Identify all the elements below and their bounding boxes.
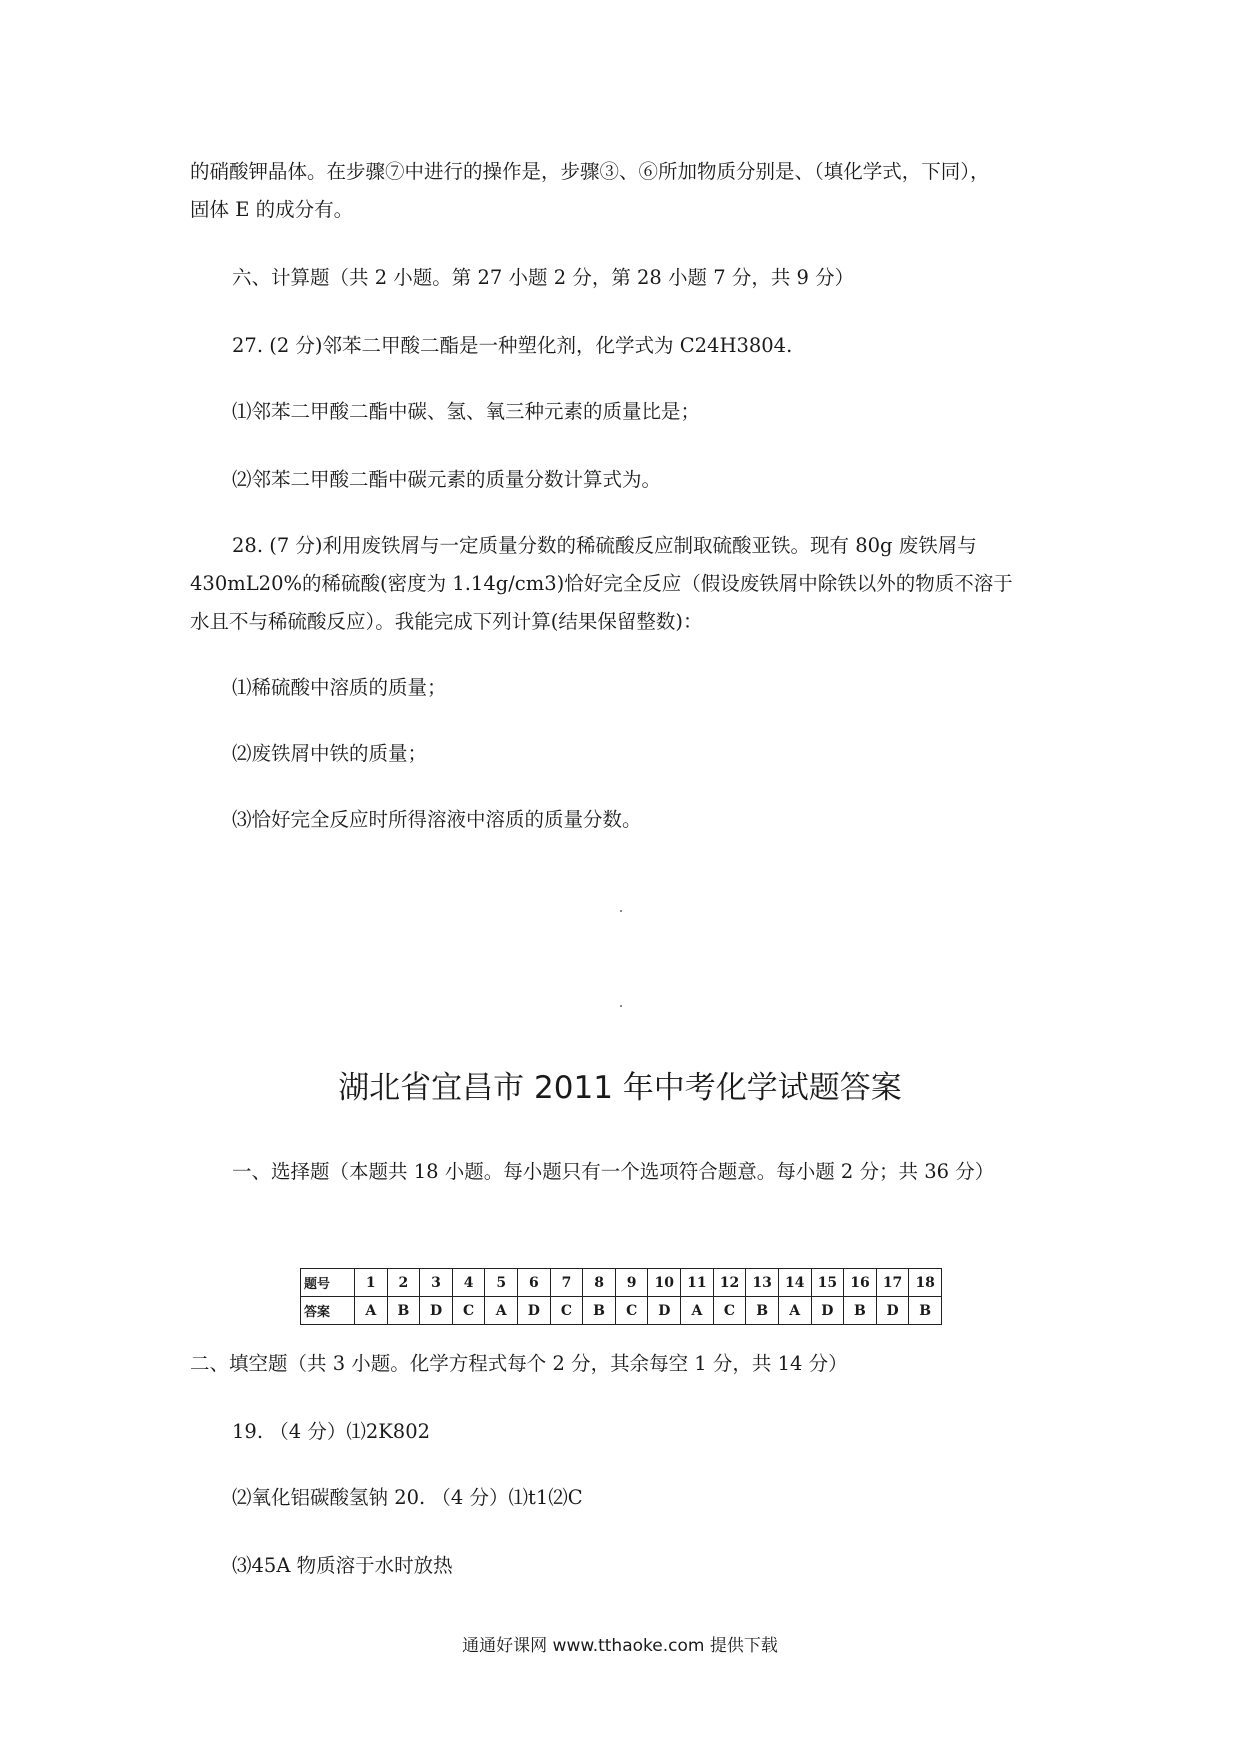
row-label-number: 题号: [301, 1269, 355, 1297]
question-28-part-3: ⑶恰好完全反应时所得溶液中溶质的质量分数。: [232, 808, 642, 831]
answer-cell: B: [746, 1297, 779, 1325]
page-title: 湖北省宜昌市 2011 年中考化学试题答案: [338, 1070, 902, 1106]
question-number-cell: 17: [876, 1269, 909, 1297]
question-28-line-2: 430mL20%的稀硫酸(密度为 1.14g/cm3)恰好完全反应（假设废铁屑中除铁以外的物质不溶于: [190, 572, 1013, 595]
answer-19-part-2: ⑵氧化铝碳酸氢钠 20. （4 分）⑴t1⑵C: [232, 1486, 583, 1509]
section-heading-choice: 一、选择题（本题共 18 小题。每小题只有一个选项符合题意。每小题 2 分；共 36 分）: [232, 1160, 995, 1183]
question-27: 27. (2 分)邻苯二甲酸二酯是一种塑化剂，化学式为 C24H3804.: [232, 334, 793, 357]
answer-cell: A: [355, 1297, 388, 1325]
question-number-cell: 14: [778, 1269, 811, 1297]
question-number-cell: 18: [909, 1269, 942, 1297]
answer-cell: D: [420, 1297, 453, 1325]
answer-cell: B: [844, 1297, 877, 1325]
question-number-cell: 16: [844, 1269, 877, 1297]
answer-cell: C: [615, 1297, 648, 1325]
answer-19: 19. （4 分）⑴2K802: [232, 1420, 431, 1443]
question-number-cell: 8: [583, 1269, 616, 1297]
speck-mark: [620, 910, 622, 912]
question-number-cell: 5: [485, 1269, 518, 1297]
question-number-cell: 11: [681, 1269, 714, 1297]
question-number-cell: 10: [648, 1269, 681, 1297]
question-27-part-2: ⑵邻苯二甲酸二酯中碳元素的质量分数计算式为。: [232, 468, 662, 491]
question-number-cell: 9: [615, 1269, 648, 1297]
question-number-cell: 3: [420, 1269, 453, 1297]
question-27-part-1: ⑴邻苯二甲酸二酯中碳、氢、氧三种元素的质量比是；: [232, 400, 701, 423]
question-number-cell: 12: [713, 1269, 746, 1297]
question-28-part-2: ⑵废铁屑中铁的质量；: [232, 742, 428, 765]
paragraph-line-2: 固体 E 的成分有。: [190, 198, 354, 221]
answer-cell: D: [876, 1297, 909, 1325]
answer-cell: A: [778, 1297, 811, 1325]
answer-19-part-3: ⑶45A 物质溶于水时放热: [232, 1554, 453, 1577]
question-28-line-3: 水且不与稀硫酸反应）。我能完成下列计算(结果保留整数)：: [190, 610, 703, 633]
answer-cell: A: [485, 1297, 518, 1325]
answer-table: [300, 1268, 942, 1325]
question-number-cell: 6: [518, 1269, 551, 1297]
question-number-cell: 1: [355, 1269, 388, 1297]
question-number-cell: 15: [811, 1269, 844, 1297]
question-number-cell: 4: [452, 1269, 485, 1297]
answer-cell: C: [713, 1297, 746, 1325]
answer-cell: B: [583, 1297, 616, 1325]
question-number-cell: 7: [550, 1269, 583, 1297]
answer-cell: A: [681, 1297, 714, 1325]
question-number-cell: 2: [387, 1269, 420, 1297]
answer-cell: C: [452, 1297, 485, 1325]
paragraph-line-1: 的硝酸钾晶体。在步骤⑦中进行的操作是，步骤③、⑥所加物质分别是、（填化学式，下同），: [190, 160, 990, 183]
section-heading-fill-blank: 二、填空题（共 3 小题。化学方程式每个 2 分，其余每空 1 分，共 14 分）: [190, 1352, 848, 1375]
answer-table-answer-row: [301, 1297, 942, 1325]
question-28-part-1: ⑴稀硫酸中溶质的质量；: [232, 676, 447, 699]
answer-cell: B: [909, 1297, 942, 1325]
answer-table-number-row: [301, 1269, 942, 1297]
question-28-line-1: 28. (7 分)利用废铁屑与一定质量分数的稀硫酸反应制取硫酸亚铁。现有 80g 废铁屑与: [232, 534, 977, 557]
section-heading-calculation: 六、计算题（共 2 小题。第 27 小题 2 分，第 28 小题 7 分，共 9 分）: [232, 266, 855, 289]
answer-cell: D: [648, 1297, 681, 1325]
row-label-answer: 答案: [301, 1297, 355, 1325]
footer-credit: 通通好课网 www.tthaoke.com 提供下载: [462, 1636, 778, 1656]
answer-cell: B: [387, 1297, 420, 1325]
answer-cell: D: [518, 1297, 551, 1325]
speck-mark: [620, 1005, 622, 1007]
question-number-cell: 13: [746, 1269, 779, 1297]
answer-cell: D: [811, 1297, 844, 1325]
answer-cell: C: [550, 1297, 583, 1325]
